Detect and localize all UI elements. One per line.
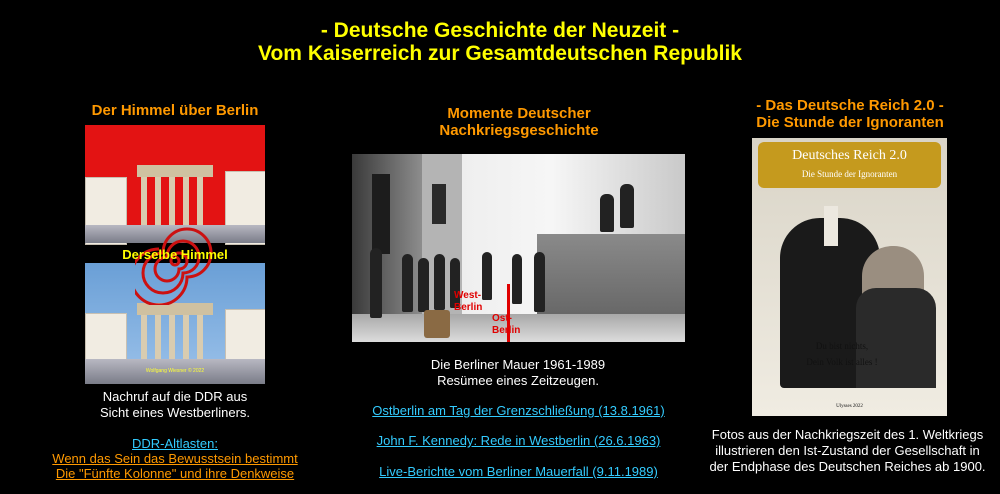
middle-heading-2: Nachkriegsgeschichte [439, 122, 599, 139]
image-credit: Wolfgang Wiesner © 2022 [145, 368, 205, 374]
link-sein-bewusstsein[interactable]: Wenn das Sein das Bewusstsein bestimmt [52, 451, 298, 466]
page-title-line2: Vom Kaiserreich zur Gesamtdeutschen Republik [258, 42, 742, 65]
book-author: Ulysses 2022 [836, 404, 863, 409]
link-mauerfall[interactable]: Live-Berichte vom Berliner Mauerfall (9.11.1989) [379, 464, 658, 479]
brandenburg-gate-image[interactable] [85, 125, 265, 384]
west-berlin-label-2: Berlin [454, 302, 483, 313]
right-caption-3: der Endphase des Deutschen Reiches ab 1900. [709, 459, 986, 474]
book-quote-2: Dein Volk ist alles ! [806, 357, 878, 367]
book-cover-image[interactable] [752, 138, 947, 416]
page-title-line1: - Deutsche Geschichte der Neuzeit - [320, 19, 680, 42]
link-fuenfte-kolonne[interactable]: Die "Fünfte Kolonne" und ihre Denkweise [55, 466, 295, 481]
east-berlin-label-2: Berlin [492, 325, 521, 336]
right-heading-1: - Das Deutsche Reich 2.0 - [756, 97, 944, 114]
ddr-altlasten-label[interactable]: DDR-Altlasten: [132, 436, 218, 451]
right-caption-2: illustrieren den Ist-Zustand der Gesellschaft in [715, 443, 980, 458]
middle-caption-2: Resümee eines Zeitzeugen. [437, 373, 599, 388]
book-title: Deutsches Reich 2.0 [792, 148, 907, 163]
west-berlin-label-1: West- [454, 290, 482, 301]
link-grenzschliessung[interactable]: Ostberlin am Tag der Grenzschließung (13.8.1961) [372, 403, 665, 418]
image-overlay-text: Derselbe Himmel [122, 247, 228, 262]
book-quote-1: Du bist nichts, [815, 341, 869, 351]
right-heading-2: Die Stunde der Ignoranten [756, 114, 944, 131]
berlin-wall-photo[interactable] [352, 154, 685, 342]
right-caption-1: Fotos aus der Nachkriegszeit des 1. Weltkriegs [711, 427, 984, 442]
left-caption-1: Nachruf auf die DDR aus [102, 389, 248, 404]
left-heading: Der Himmel über Berlin [91, 102, 259, 119]
link-kennedy-rede[interactable]: John F. Kennedy: Rede in Westberlin (26.6.1963) [376, 433, 661, 448]
left-caption-2: Sicht eines Westberliners. [99, 405, 251, 420]
east-berlin-label-1: Ost- [492, 313, 512, 324]
book-subtitle: Die Stunde der Ignoranten [801, 169, 898, 179]
middle-heading-1: Momente Deutscher [447, 105, 591, 122]
middle-caption-1: Die Berliner Mauer 1961-1989 [430, 357, 606, 372]
